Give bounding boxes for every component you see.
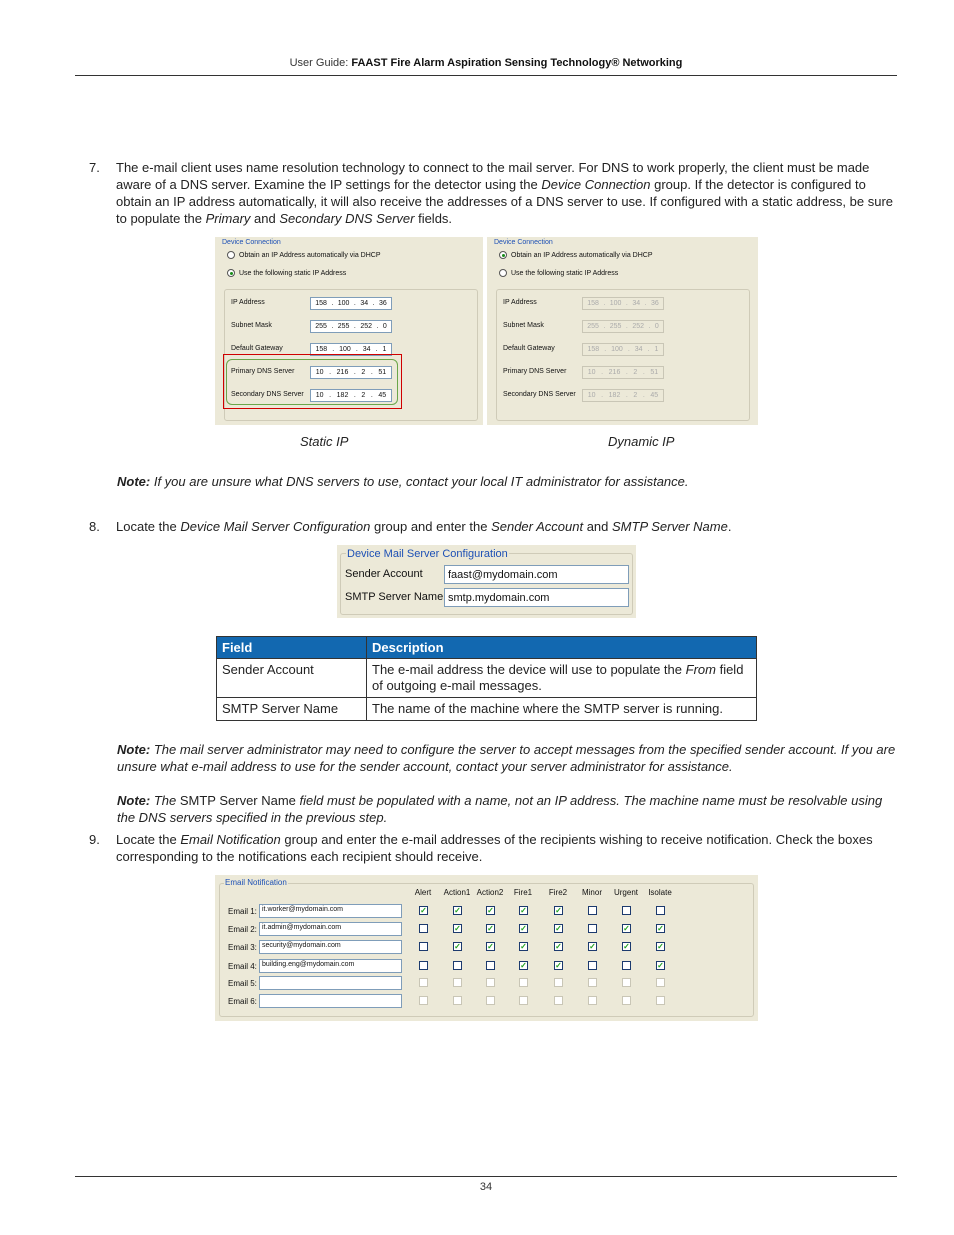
ip-octet: 45 <box>378 392 387 399</box>
step-9 <box>89 831 899 865</box>
ip-octet: 0 <box>382 323 387 330</box>
notification-checkbox[interactable]: ✓ <box>555 961 562 970</box>
ip-octet: 158 <box>587 300 599 307</box>
notification-checkbox[interactable] <box>622 906 631 915</box>
sender-account-input[interactable]: faast@mydomain.com <box>444 565 629 584</box>
note-text: field must be populated with a name, not an IP address. The machine name must be resolvable using the DNS servers specified in the previous step. <box>117 793 883 825</box>
ip-octet: 0 <box>654 323 659 330</box>
ip-address-input[interactable] <box>310 320 392 333</box>
notification-checkbox[interactable] <box>588 906 597 915</box>
ip-separator: . <box>642 392 645 399</box>
ip-separator: . <box>372 300 375 307</box>
step-number: 9. <box>89 832 100 847</box>
notification-checkbox <box>622 996 631 1005</box>
step-text: Locate the <box>116 832 181 847</box>
ip-field-label: Subnet Mask <box>231 322 272 329</box>
ip-octet: 10 <box>315 392 324 399</box>
email-input[interactable]: security@mydomain.com <box>259 940 402 954</box>
group-title: Device Mail Server Configuration <box>347 548 508 560</box>
ip-separator: . <box>370 392 373 399</box>
ip-separator: . <box>353 300 356 307</box>
notification-checkbox[interactable] <box>419 924 428 933</box>
notification-checkbox <box>519 996 528 1005</box>
ip-separator: . <box>647 346 650 353</box>
notification-checkbox <box>453 978 462 987</box>
step-text: The e-mail client uses name resolution technology to connect to the mail server. For DNS to work properly, the client must be made aware of a DNS server. Examine the IP settings for the detector using the <box>116 160 870 192</box>
ip-field-label: Default Gateway <box>503 345 555 352</box>
ip-address-input[interactable] <box>310 297 392 310</box>
email-input[interactable] <box>259 994 402 1008</box>
ip-octet: 36 <box>650 300 659 307</box>
notification-checkbox[interactable]: ✓ <box>555 942 562 951</box>
notification-checkbox[interactable]: ✓ <box>657 942 664 951</box>
table-cell-field: SMTP Server Name <box>217 698 367 721</box>
ip-octet: 2 <box>633 392 638 399</box>
notification-checkbox[interactable]: ✓ <box>657 924 664 933</box>
ip-separator: . <box>329 392 332 399</box>
group-title: Email Notification <box>225 878 287 887</box>
column-header: Isolate <box>648 888 672 897</box>
ip-octet: 10 <box>587 369 596 376</box>
notification-checkbox <box>486 978 495 987</box>
column-header: Alert <box>414 888 432 897</box>
step-text: . <box>727 519 732 534</box>
notification-checkbox[interactable]: ✓ <box>589 942 596 951</box>
notification-checkbox[interactable]: ✓ <box>555 924 562 933</box>
ip-separator: . <box>601 392 604 399</box>
ip-separator: . <box>601 369 604 376</box>
notification-checkbox <box>588 978 597 987</box>
ip-field-label: Subnet Mask <box>503 322 544 329</box>
email-input[interactable]: building.eng@mydomain.com <box>259 959 402 973</box>
ip-octet: 34 <box>360 300 369 307</box>
ip-field-label: Primary DNS Server <box>231 368 295 375</box>
notification-checkbox[interactable]: ✓ <box>623 942 630 951</box>
notification-checkbox <box>419 996 428 1005</box>
notification-checkbox[interactable]: ✓ <box>487 906 494 915</box>
ip-separator: . <box>355 346 358 353</box>
ip-octet: 100 <box>611 346 623 353</box>
email-input[interactable]: it.worker@mydomain.com <box>259 904 402 918</box>
ip-separator: . <box>331 323 334 330</box>
ip-octet: 2 <box>633 369 638 376</box>
notification-checkbox[interactable] <box>419 961 428 970</box>
notification-checkbox[interactable]: ✓ <box>623 924 630 933</box>
note-dns <box>117 473 899 490</box>
ip-separator: . <box>376 323 379 330</box>
step-text: group and enter the <box>370 519 492 534</box>
ip-octet: 158 <box>587 346 600 353</box>
notification-checkbox <box>656 978 665 987</box>
email-label: Email 6: <box>228 997 257 1006</box>
step-emphasis: Primary <box>205 211 251 226</box>
ip-octet: 1 <box>382 346 387 353</box>
ip-separator: . <box>375 346 378 353</box>
column-header: Fire2 <box>548 888 568 897</box>
ip-field-label: IP Address <box>231 299 265 306</box>
notification-checkbox <box>622 978 631 987</box>
ip-octet: 255 <box>587 323 599 330</box>
dynamic-ip-caption: Dynamic IP <box>608 434 675 449</box>
note-text: The <box>150 793 180 808</box>
email-label: Email 4: <box>228 962 257 971</box>
step-emphasis: Sender Account <box>491 519 584 534</box>
smtp-server-label: SMTP Server Name <box>345 591 444 603</box>
notification-checkbox <box>419 978 428 987</box>
step-emphasis: Secondary DNS Server <box>279 211 415 226</box>
header-title: FAAST Fire Alarm Aspiration Sensing Technology® Networking <box>351 57 683 69</box>
step-emphasis: Email Notification <box>180 832 281 847</box>
note-smtp-name <box>117 792 899 826</box>
notification-checkbox <box>588 996 597 1005</box>
ip-separator: . <box>353 323 356 330</box>
page-header <box>75 57 897 76</box>
radio-dhcp[interactable] <box>227 251 381 259</box>
table-row <box>217 659 757 698</box>
email-label: Email 2: <box>228 925 257 934</box>
ip-separator: . <box>625 369 628 376</box>
notification-checkbox[interactable]: ✓ <box>454 906 461 915</box>
ip-field-label: Secondary DNS Server <box>231 391 304 398</box>
email-label: Email 5: <box>228 979 257 988</box>
notification-checkbox[interactable]: ✓ <box>555 906 562 915</box>
step-number: 8. <box>89 519 100 534</box>
notification-checkbox[interactable]: ✓ <box>454 924 461 933</box>
step-emphasis: Device Mail Server Configuration <box>180 519 371 534</box>
radio-dot <box>227 269 235 277</box>
field-description-table <box>216 636 757 721</box>
column-header: Action2 <box>476 888 504 897</box>
ip-separator: . <box>625 392 628 399</box>
note-field-name: SMTP Server Name <box>179 793 296 808</box>
notification-checkbox[interactable]: ✓ <box>487 924 494 933</box>
radio-dot <box>499 251 507 259</box>
notification-checkbox[interactable]: ✓ <box>420 906 427 915</box>
ip-octet: 100 <box>609 300 622 307</box>
sender-account-label: Sender Account <box>345 568 423 580</box>
ip-field-label: Primary DNS Server <box>503 368 567 375</box>
notification-checkbox[interactable] <box>588 961 597 970</box>
ip-octet: 216 <box>336 369 349 376</box>
ip-octet: 255 <box>315 323 327 330</box>
ip-octet: 51 <box>378 369 387 376</box>
ip-octet: 252 <box>360 323 372 330</box>
table-header-field: Field <box>217 637 367 659</box>
email-notification-screenshot <box>215 875 758 1021</box>
notification-checkbox[interactable]: ✓ <box>454 942 461 951</box>
email-label: Email 3: <box>228 943 257 952</box>
smtp-server-input[interactable]: smtp.mydomain.com <box>444 588 629 607</box>
ip-octet: 10 <box>587 392 596 399</box>
notification-checkbox[interactable] <box>419 942 428 951</box>
ip-separator: . <box>604 346 607 353</box>
ip-separator: . <box>603 323 606 330</box>
ip-octet: 182 <box>608 392 621 399</box>
table-cell-description <box>367 659 757 698</box>
step-number: 7. <box>89 160 100 175</box>
ip-separator: . <box>331 300 334 307</box>
ip-separator: . <box>627 346 630 353</box>
ip-octet: 255 <box>609 323 622 330</box>
ip-address-input <box>582 343 664 356</box>
ip-octet: 34 <box>634 346 643 353</box>
ip-separator: . <box>353 369 356 376</box>
notification-checkbox <box>554 996 563 1005</box>
ip-octet: 255 <box>337 323 350 330</box>
radio-dot <box>499 269 507 277</box>
ip-address-input <box>582 297 664 310</box>
header-prefix: User Guide: <box>289 57 352 69</box>
notification-checkbox[interactable] <box>588 924 597 933</box>
step-emphasis: SMTP Server Name <box>612 519 728 534</box>
ip-separator: . <box>603 300 606 307</box>
ip-octet: 100 <box>339 346 351 353</box>
ip-separator: . <box>353 392 356 399</box>
notification-checkbox[interactable] <box>486 961 495 970</box>
step-text: group and enter the e-mail addresses of the recipients wishing to receive notification. Check the boxes corresponding to the notifications each recipient should receive. <box>116 832 873 864</box>
ip-separator: . <box>644 300 647 307</box>
step-8 <box>89 518 899 535</box>
ip-separator: . <box>332 346 335 353</box>
ip-octet: 36 <box>378 300 387 307</box>
notification-checkbox <box>656 996 665 1005</box>
notification-checkbox[interactable]: ✓ <box>487 942 494 951</box>
notification-checkbox[interactable] <box>656 906 665 915</box>
radio-dhcp[interactable] <box>499 251 653 259</box>
ip-octet: 1 <box>654 346 659 353</box>
step-text: and <box>583 519 613 534</box>
static-ip-screenshot <box>215 237 483 425</box>
notification-checkbox[interactable]: ✓ <box>657 961 664 970</box>
ip-octet: 2 <box>361 369 366 376</box>
email-input[interactable] <box>259 976 402 990</box>
notification-checkbox[interactable]: ✓ <box>520 961 527 970</box>
note-label: Note: <box>117 793 151 808</box>
notification-checkbox <box>554 978 563 987</box>
step-7 <box>89 159 899 227</box>
mail-server-screenshot <box>337 545 636 618</box>
group-title: Device Connection <box>222 239 281 246</box>
ip-octet: 216 <box>608 369 621 376</box>
step-text: Locate the <box>116 519 181 534</box>
ip-octet: 252 <box>632 323 644 330</box>
ip-octet: 2 <box>361 392 366 399</box>
radio-label: Use the following static IP Address <box>511 269 619 277</box>
radio-label: Use the following static IP Address <box>239 269 347 277</box>
ip-separator: . <box>625 323 628 330</box>
ip-field-label: Secondary DNS Server <box>503 391 576 398</box>
group-title: Device Connection <box>494 239 553 246</box>
column-header: Fire1 <box>513 888 533 897</box>
ip-separator: . <box>625 300 628 307</box>
notification-checkbox[interactable]: ✓ <box>520 924 527 933</box>
ip-octet: 45 <box>650 392 659 399</box>
ip-field-label: Default Gateway <box>231 345 283 352</box>
email-label: Email 1: <box>228 907 257 916</box>
ip-separator: . <box>648 323 651 330</box>
step-text: fields. <box>414 211 453 226</box>
ip-address-input <box>582 389 664 402</box>
radio-label: Obtain an IP Address automatically via DHCP <box>511 251 653 259</box>
notification-checkbox <box>519 978 528 987</box>
radio-dot <box>227 251 235 259</box>
desc-text: field of outgoing e-mail messages. <box>372 662 744 693</box>
note-label: Note: <box>117 742 151 757</box>
notification-checkbox[interactable] <box>453 961 462 970</box>
dynamic-ip-screenshot <box>487 237 758 425</box>
step-text: and <box>250 211 280 226</box>
column-header: Minor <box>581 888 602 897</box>
ip-octet: 158 <box>315 346 328 353</box>
note-label: Note: <box>117 474 151 489</box>
radio-static[interactable] <box>227 269 346 277</box>
ip-address-input <box>582 366 664 379</box>
table-cell-field: Sender Account <box>217 659 367 698</box>
desc-emphasis: From <box>685 662 716 677</box>
ip-octet: 34 <box>632 300 641 307</box>
ip-separator: . <box>329 369 332 376</box>
static-ip-caption: Static IP <box>300 434 349 449</box>
notification-checkbox <box>453 996 462 1005</box>
table-cell-description: The name of the machine where the SMTP server is running. <box>367 698 757 721</box>
table-header-description: Description <box>367 637 757 659</box>
ip-octet: 158 <box>315 300 327 307</box>
notification-checkbox[interactable] <box>622 961 631 970</box>
dns-highlight-box <box>223 354 402 409</box>
step-emphasis: Device Connection <box>541 177 651 192</box>
ip-octet: 182 <box>336 392 349 399</box>
step-text: group. If the detector is configured to obtain an IP address automatically, it will also receive the addresses of a DNS server to use. If configured with a static address, be sure to populate the <box>116 177 894 226</box>
ip-separator: . <box>642 369 645 376</box>
note-mail-admin <box>117 741 899 775</box>
ip-address-input <box>582 320 664 333</box>
ip-field-label: IP Address <box>503 299 537 306</box>
table-row <box>217 698 757 721</box>
ip-separator: . <box>370 369 373 376</box>
note-text: If you are unsure what DNS servers to use, contact your local IT administrator for assistance. <box>150 474 689 489</box>
email-input[interactable]: it.admin@mydomain.com <box>259 922 402 936</box>
radio-label: Obtain an IP Address automatically via DHCP <box>239 251 381 259</box>
notification-checkbox[interactable]: ✓ <box>520 942 527 951</box>
ip-octet: 100 <box>337 300 350 307</box>
ip-octet: 10 <box>315 369 324 376</box>
desc-text: The e-mail address the device will use to populate the <box>372 662 686 677</box>
column-header: Action1 <box>443 888 471 897</box>
page-footer <box>75 1176 897 1193</box>
note-text: The mail server administrator may need to configure the server to accept messages from the specified sender account. If you are unsure what e-mail address to use for the sender account, contact your server administrator for assistance. <box>117 742 896 774</box>
ip-octet: 51 <box>650 369 659 376</box>
radio-static[interactable] <box>499 269 618 277</box>
ip-octet: 34 <box>362 346 371 353</box>
column-header: Urgent <box>613 888 638 897</box>
page-number: 34 <box>479 1181 493 1193</box>
notification-checkbox <box>486 996 495 1005</box>
notification-checkbox[interactable]: ✓ <box>520 906 527 915</box>
